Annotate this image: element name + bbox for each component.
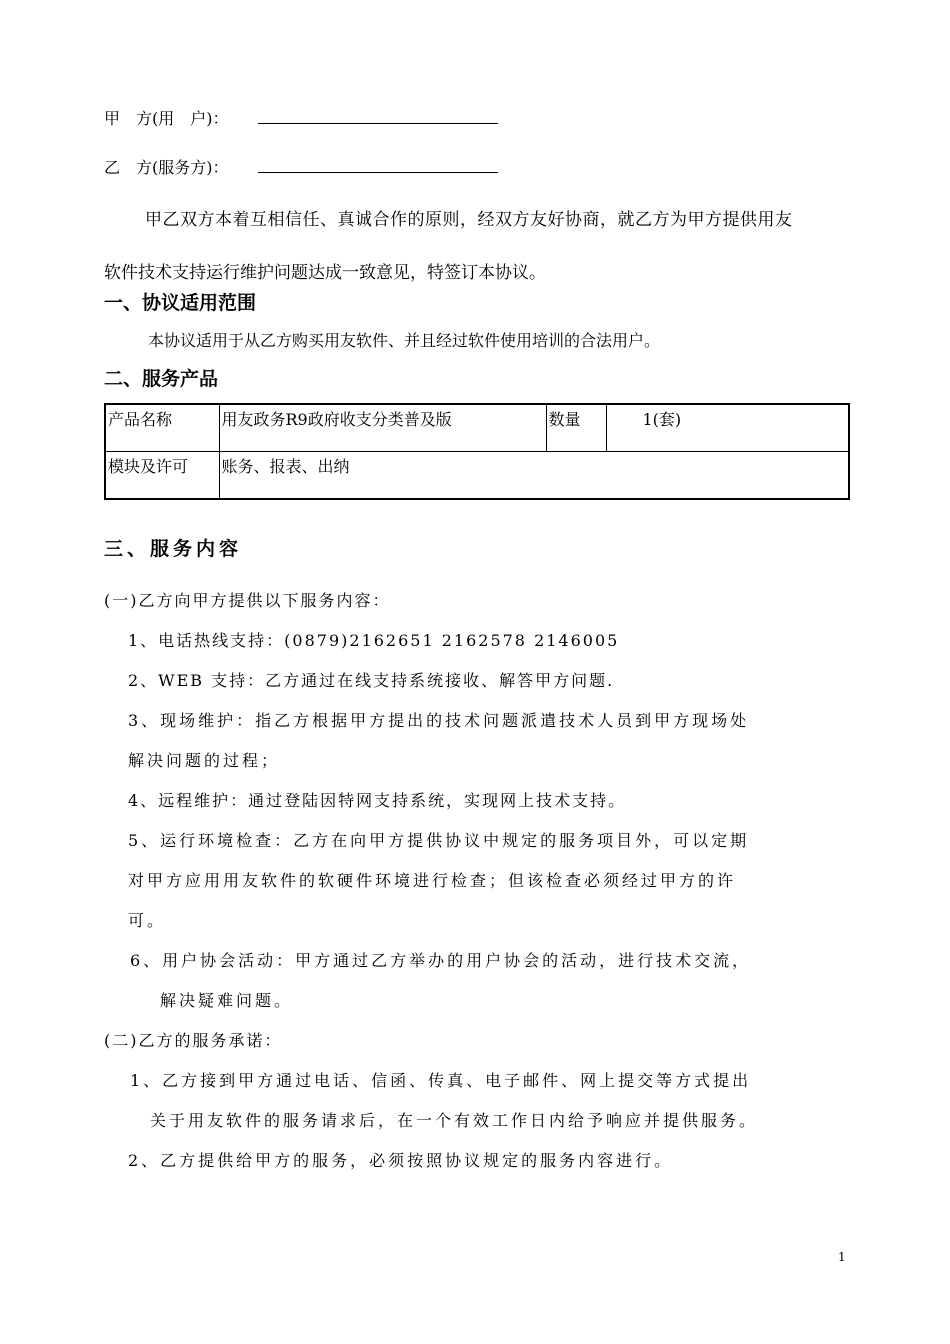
product-name-label: 产品名称: [105, 404, 219, 452]
service-item-1: 1、电话热线支持：(0879)2162651 2162578 2146005: [128, 631, 620, 650]
section-3-heading: 三、服务内容: [104, 538, 243, 560]
modules-label: 模块及许可: [105, 452, 219, 500]
intro-line-2: 软件技术支持运行维护问题达成一致意见，特签订本协议。: [104, 263, 546, 283]
service-item-6-line-1: 6、用户协会活动：甲方通过乙方举办的用户协会的活动，进行技术交流，: [130, 951, 752, 970]
service-item-3-line-2: 解决问题的过程；: [128, 751, 281, 770]
section-1-heading: 一、协议适用范围: [104, 292, 257, 314]
table-row: [105, 452, 849, 500]
section-1-body: 本协议适用于从乙方购买用友软件、并且经过软件使用培训的合法用户。: [148, 331, 661, 350]
party-a-label: 甲 方(用 户)：: [104, 109, 229, 128]
quantity-value: 1(套): [606, 404, 849, 452]
service-item-5-line-3: 可。: [128, 911, 167, 930]
section-2-heading: 二、服务产品: [104, 368, 219, 390]
part-2-title: (二)乙方的服务承诺：: [104, 1031, 283, 1050]
quantity-label: 数量: [546, 404, 606, 452]
promise-2: 2、乙方提供给甲方的服务，必须按照协议规定的服务内容进行。: [128, 1151, 674, 1170]
modules-value: 账务、报表、出纳: [219, 452, 849, 500]
service-item-6-line-2: 解决疑难问题。: [160, 991, 294, 1010]
party-a-blank: [258, 123, 498, 124]
service-product-table: [104, 403, 850, 500]
service-item-5-line-1: 5、运行环境检查：乙方在向甲方提供协议中规定的服务项目外，可以定期: [128, 831, 750, 850]
service-item-3-line-1: 3、现场维护：指乙方根据甲方提出的技术问题派遣技术人员到甲方现场处: [128, 711, 750, 730]
service-item-4: 4、远程维护：通过登陆因特网支持系统，实现网上技术支持。: [128, 791, 627, 810]
page-number: 1: [838, 1250, 846, 1264]
party-b-blank: [258, 172, 498, 173]
intro-line-1: 甲乙双方本着互相信任、真诚合作的原则，经双方友好协商，就乙方为甲方提供用友: [145, 210, 793, 230]
promise-1-line-1: 1、乙方接到甲方通过电话、信函、传真、电子邮件、网上提交等方式提出: [130, 1071, 752, 1090]
table-row: [105, 404, 849, 452]
party-b-label: 乙 方(服务方)：: [104, 158, 229, 177]
product-name-value: 用友政务R9政府收支分类普及版: [219, 404, 546, 452]
part-1-title: (一)乙方向甲方提供以下服务内容：: [104, 591, 391, 610]
service-item-2: 2、WEB 支持：乙方通过在线支持系统接收、解答甲方问题.: [128, 671, 615, 690]
service-item-5-line-2: 对甲方应用用友软件的软硬件环境进行检查；但该检查必须经过甲方的许: [128, 871, 737, 890]
promise-1-line-2: 关于用友软件的服务请求后，在一个有效工作日内给予响应并提供服务。: [150, 1111, 759, 1130]
